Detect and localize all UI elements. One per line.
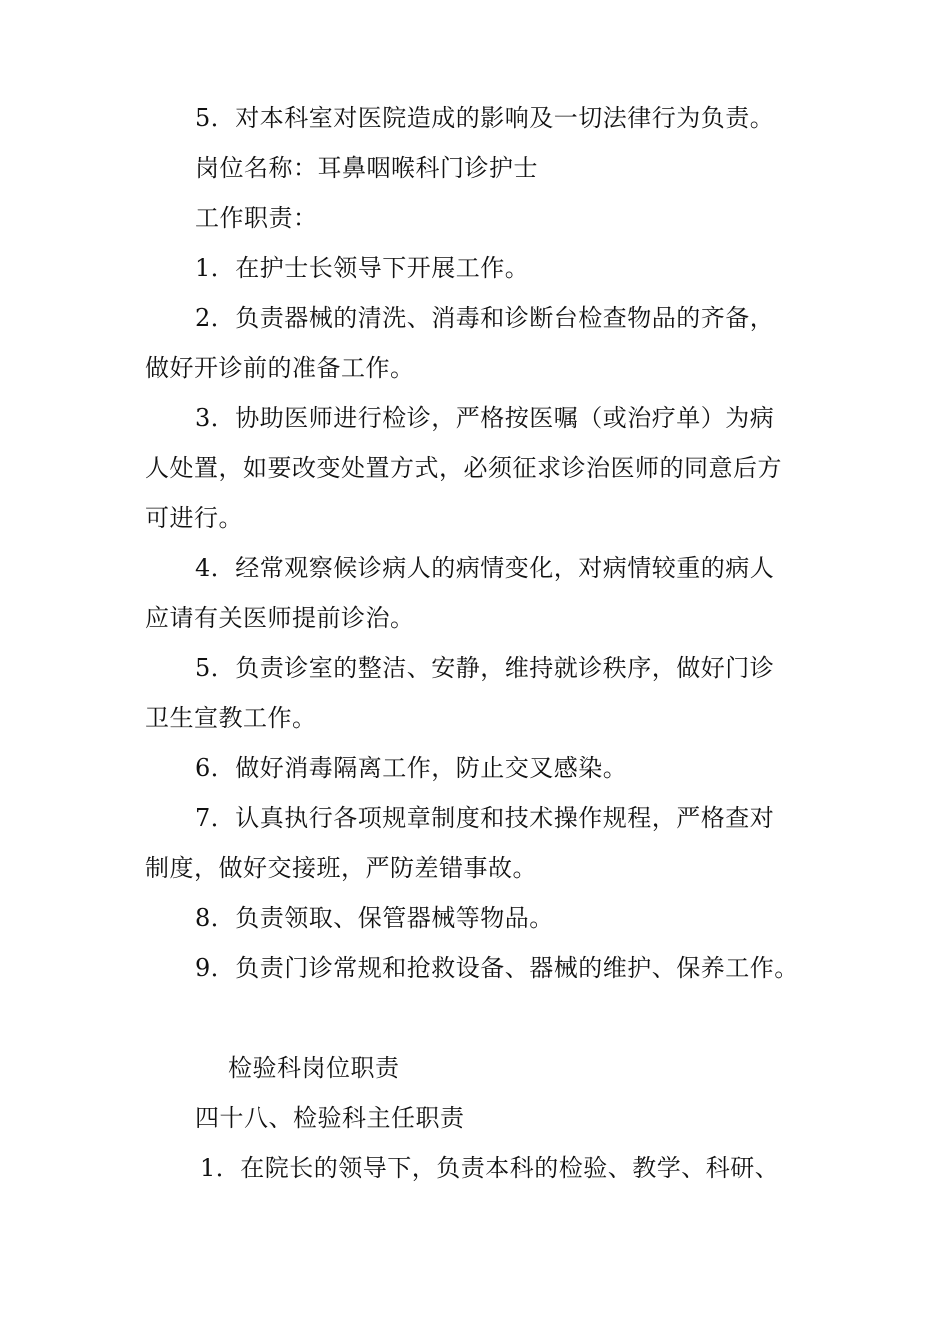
list-item: 3．协助医师进行检诊，严格按医嘱（或治疗单）为病 (195, 404, 775, 432)
section-title: 岗位名称：耳鼻咽喉科门诊护士 (195, 154, 538, 182)
list-item: 6．做好消毒隔离工作，防止交叉感染。 (195, 754, 628, 782)
list-item: 5．负责诊室的整洁、安静，维持就诊秩序，做好门诊 (195, 654, 775, 682)
list-item: 9．负责门诊常规和抢救设备、器械的维护、保养工作。 (195, 954, 799, 982)
list-item-continuation: 做好开诊前的准备工作。 (145, 354, 415, 382)
list-item: 1．在院长的领导下，负责本科的检验、教学、科研、 (200, 1154, 780, 1182)
list-item: 4．经常观察候诊病人的病情变化，对病情较重的病人 (195, 554, 775, 582)
list-item-continuation: 卫生宣教工作。 (145, 704, 317, 732)
list-item-continuation: 可进行。 (145, 504, 243, 532)
list-item: 8．负责领取、保管器械等物品。 (195, 904, 554, 932)
list-item-continuation: 人处置，如要改变处置方式，必须征求诊治医师的同意后方 (145, 454, 782, 482)
list-item: 2．负责器械的清洗、消毒和诊断台检查物品的齐备， (195, 304, 775, 332)
paragraph-line: 5．对本科室对医院造成的影响及一切法律行为负责。 (195, 104, 775, 132)
list-item-continuation: 应请有关医师提前诊治。 (145, 604, 415, 632)
heading: 检验科岗位职责 (228, 1054, 400, 1082)
list-item: 7．认真执行各项规章制度和技术操作规程，严格查对 (195, 804, 775, 832)
section-subtitle: 工作职责： (195, 204, 318, 232)
list-item-continuation: 制度，做好交接班，严防差错事故。 (145, 854, 537, 882)
list-item: 1．在护士长领导下开展工作。 (195, 254, 530, 282)
section-title: 四十八、检验科主任职责 (195, 1104, 465, 1132)
